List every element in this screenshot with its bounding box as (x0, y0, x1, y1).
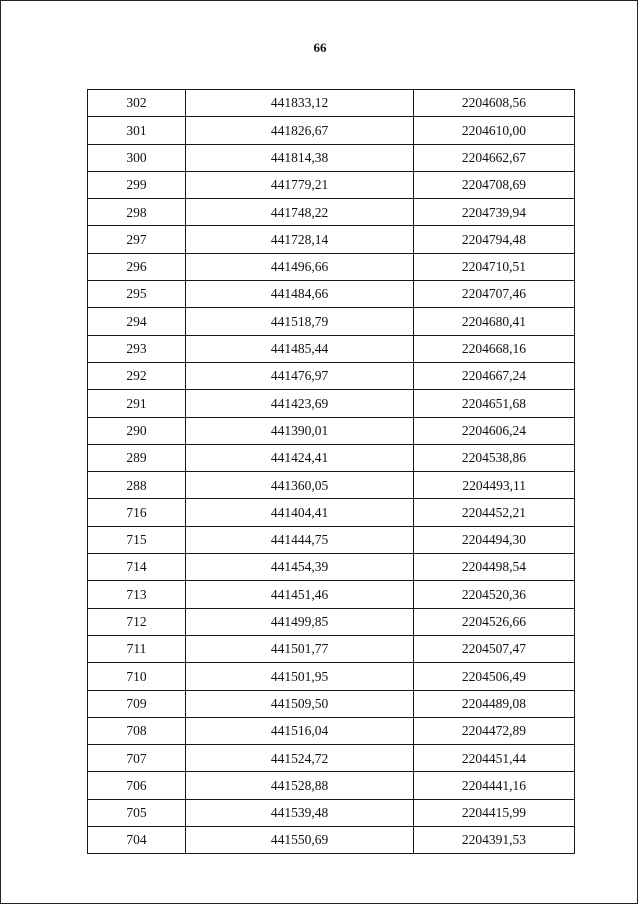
point-number-cell: 295 (88, 281, 186, 308)
y-coordinate-cell: 2204610,00 (414, 117, 575, 144)
table-row (88, 472, 575, 499)
y-coordinate-cell: 2204794,48 (414, 226, 575, 253)
point-number-cell: 710 (88, 663, 186, 690)
point-number-cell: 707 (88, 745, 186, 772)
y-coordinate-cell: 2204472,89 (414, 717, 575, 744)
point-number-cell: 300 (88, 144, 186, 171)
coordinates-table-body (88, 90, 575, 854)
y-coordinate-cell: 2204506,49 (414, 663, 575, 690)
point-number-cell: 288 (88, 472, 186, 499)
y-coordinate-cell: 2204662,67 (414, 144, 575, 171)
x-coordinate-cell: 441509,50 (186, 690, 414, 717)
point-number-cell: 298 (88, 199, 186, 226)
x-coordinate-cell: 441516,04 (186, 717, 414, 744)
table-row (88, 499, 575, 526)
y-coordinate-cell: 2204668,16 (414, 335, 575, 362)
y-coordinate-cell: 2204498,54 (414, 554, 575, 581)
table-row (88, 663, 575, 690)
table-row (88, 444, 575, 471)
point-number-cell: 290 (88, 417, 186, 444)
point-number-cell: 714 (88, 554, 186, 581)
y-coordinate-cell: 2204708,69 (414, 171, 575, 198)
x-coordinate-cell: 441423,69 (186, 390, 414, 417)
x-coordinate-cell: 441728,14 (186, 226, 414, 253)
table-row (88, 171, 575, 198)
table-row (88, 554, 575, 581)
table-row (88, 717, 575, 744)
x-coordinate-cell: 441528,88 (186, 772, 414, 799)
x-coordinate-cell: 441814,38 (186, 144, 414, 171)
x-coordinate-cell: 441390,01 (186, 417, 414, 444)
point-number-cell: 716 (88, 499, 186, 526)
x-coordinate-cell: 441550,69 (186, 827, 414, 854)
point-number-cell: 299 (88, 171, 186, 198)
y-coordinate-cell: 2204452,21 (414, 499, 575, 526)
y-coordinate-cell: 2204538,86 (414, 444, 575, 471)
x-coordinate-cell: 441539,48 (186, 799, 414, 826)
table-row (88, 772, 575, 799)
y-coordinate-cell: 2204489,08 (414, 690, 575, 717)
y-coordinate-cell: 2204707,46 (414, 281, 575, 308)
x-coordinate-cell: 441360,05 (186, 472, 414, 499)
y-coordinate-cell: 2204667,24 (414, 362, 575, 389)
y-coordinate-cell: 2204606,24 (414, 417, 575, 444)
table-row (88, 144, 575, 171)
x-coordinate-cell: 441444,75 (186, 526, 414, 553)
table-row (88, 799, 575, 826)
y-coordinate-cell: 2204507,47 (414, 635, 575, 662)
point-number-cell: 296 (88, 253, 186, 280)
x-coordinate-cell: 441476,97 (186, 362, 414, 389)
table-row (88, 362, 575, 389)
point-number-cell: 711 (88, 635, 186, 662)
x-coordinate-cell: 441501,77 (186, 635, 414, 662)
x-coordinate-cell: 441485,44 (186, 335, 414, 362)
point-number-cell: 715 (88, 526, 186, 553)
x-coordinate-cell: 441524,72 (186, 745, 414, 772)
y-coordinate-cell: 2204680,41 (414, 308, 575, 335)
x-coordinate-cell: 441451,46 (186, 581, 414, 608)
table-row (88, 608, 575, 635)
y-coordinate-cell: 2204526,66 (414, 608, 575, 635)
point-number-cell: 708 (88, 717, 186, 744)
table-row (88, 253, 575, 280)
point-number-cell: 712 (88, 608, 186, 635)
table-row (88, 281, 575, 308)
table-row (88, 335, 575, 362)
y-coordinate-cell: 2204739,94 (414, 199, 575, 226)
y-coordinate-cell: 2204651,68 (414, 390, 575, 417)
y-coordinate-cell: 2204494,30 (414, 526, 575, 553)
point-number-cell: 294 (88, 308, 186, 335)
point-number-cell: 291 (88, 390, 186, 417)
point-number-cell: 297 (88, 226, 186, 253)
x-coordinate-cell: 441833,12 (186, 90, 414, 117)
x-coordinate-cell: 441496,66 (186, 253, 414, 280)
point-number-cell: 705 (88, 799, 186, 826)
point-number-cell: 706 (88, 772, 186, 799)
table-row (88, 745, 575, 772)
table-row (88, 690, 575, 717)
x-coordinate-cell: 441748,22 (186, 199, 414, 226)
point-number-cell: 292 (88, 362, 186, 389)
table-row (88, 526, 575, 553)
point-number-cell: 704 (88, 827, 186, 854)
y-coordinate-cell: 2204441,16 (414, 772, 575, 799)
table-row (88, 199, 575, 226)
y-coordinate-cell: 2204608,56 (414, 90, 575, 117)
x-coordinate-cell: 441404,41 (186, 499, 414, 526)
table-row (88, 308, 575, 335)
x-coordinate-cell: 441499,85 (186, 608, 414, 635)
point-number-cell: 302 (88, 90, 186, 117)
coordinates-table (87, 89, 575, 854)
y-coordinate-cell: 2204710,51 (414, 253, 575, 280)
x-coordinate-cell: 441518,79 (186, 308, 414, 335)
table-row (88, 390, 575, 417)
point-number-cell: 301 (88, 117, 186, 144)
point-number-cell: 713 (88, 581, 186, 608)
table-row (88, 226, 575, 253)
table-row (88, 827, 575, 854)
y-coordinate-cell: 2204520,36 (414, 581, 575, 608)
x-coordinate-cell: 441779,21 (186, 171, 414, 198)
page-number: 66 (313, 40, 327, 55)
y-coordinate-cell: 2204493,11 (414, 472, 575, 499)
table-row (88, 117, 575, 144)
table-row (88, 635, 575, 662)
y-coordinate-cell: 2204451,44 (414, 745, 575, 772)
point-number-cell: 709 (88, 690, 186, 717)
x-coordinate-cell: 441424,41 (186, 444, 414, 471)
table-row (88, 417, 575, 444)
y-coordinate-cell: 2204391,53 (414, 827, 575, 854)
point-number-cell: 293 (88, 335, 186, 362)
x-coordinate-cell: 441484,66 (186, 281, 414, 308)
x-coordinate-cell: 441501,95 (186, 663, 414, 690)
x-coordinate-cell: 441454,39 (186, 554, 414, 581)
y-coordinate-cell: 2204415,99 (414, 799, 575, 826)
table-row (88, 581, 575, 608)
x-coordinate-cell: 441826,67 (186, 117, 414, 144)
table-row (88, 90, 575, 117)
point-number-cell: 289 (88, 444, 186, 471)
